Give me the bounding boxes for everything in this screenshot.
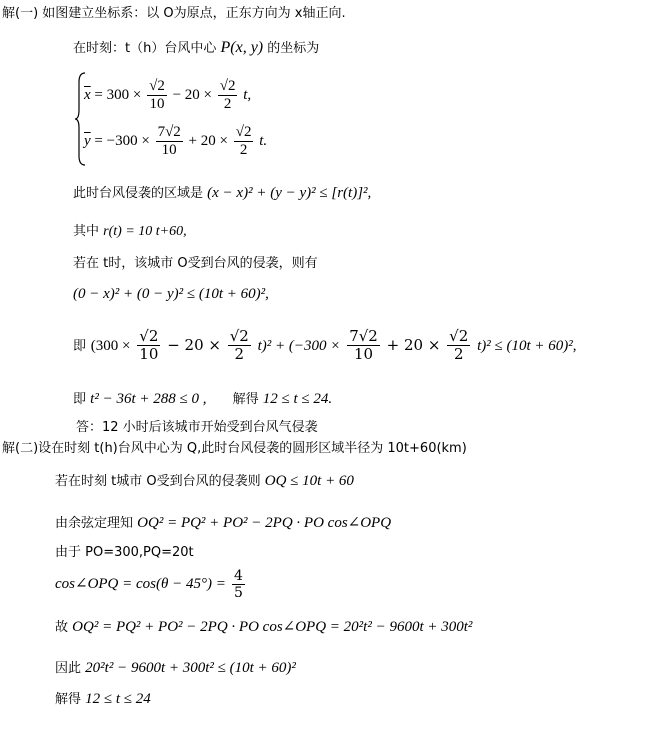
time-coordinate-line: 在时刻：t（h）台风中心 P(x, y) 的坐标为 xyxy=(73,39,320,56)
attack-condition-line: 若在 t时，该城市 O受到台风的侵袭，则有 xyxy=(73,256,318,271)
solution-two-heading: 解(二)设在时刻 t(h)台风中心为 Q,此时台风侵袭的圆形区域半径为 10t+60(km) xyxy=(2,441,467,456)
expanded-inequality-line: 即 (300 × $\frac{√2}{10}$ − 20 × $\frac{√2}{2}$ t)² + (−300 × $\frac{7√2}{10}$ + 20 × $\frac{√2}{2}$ t)² ≤ (10t + 60)², xyxy=(73,327,577,364)
result-line: 解得 12 ≤ t ≤ 24 xyxy=(55,691,151,707)
system-brace xyxy=(75,72,78,166)
given-lengths-line: 由于 PO=300,PQ=20t xyxy=(55,545,194,560)
condition-oq-line: 若在时刻 t城市 O受到台风的侵袭则 OQ ≤ 10t + 60 xyxy=(55,473,354,489)
inequality-line: (0 − x)² + (0 − y)² ≤ (10t + 60)², xyxy=(73,286,269,302)
inequality-two-line: 因此 20²t² − 9600t + 300t² ≤ (10t + 60)² xyxy=(55,660,296,676)
cosine-value-line: cos∠OPQ = cos(θ − 45°) = $\frac{4}{5}$ xyxy=(55,568,243,602)
radius-line: 其中 r(t) = 10 t+60, xyxy=(73,224,187,239)
answer-line: 答：12 小时后该城市开始受到台风气侵袭 xyxy=(76,420,318,435)
solution-one-heading: 解(一) 如图建立坐标系：以 O为原点，正东方向为 x轴正向. xyxy=(2,6,346,21)
cosine-law-line: 由余弦定理知 OQ² = PQ² + PO² − 2PQ · PO cos∠OPQ xyxy=(55,515,392,531)
quadratic-line: 即 t² − 36t + 288 ≤ 0 , 解得 12 ≤ t ≤ 24. xyxy=(73,391,333,407)
expansion-line: 故 OQ² = PQ² + PO² − 2PQ · PO cos∠OPQ = 20²t² − 9600t + 300t² xyxy=(55,619,473,635)
equation-x: $\overline{x} = 300$ × $\frac{√2}{10}$ − 20 × $\frac{√2}{2}$ t, xyxy=(84,78,252,113)
equation-y: $\overline{y} = -300$ × $\frac{7√2}{10}$ + 20 × $\frac{√2}{2}$ t. xyxy=(84,124,268,159)
typhoon-center-symbol: P(x, y) xyxy=(220,39,264,56)
region-line: 此时台风侵袭的区域是 (x − x)² + (y − y)² ≤ [r(t)]², xyxy=(73,185,372,201)
